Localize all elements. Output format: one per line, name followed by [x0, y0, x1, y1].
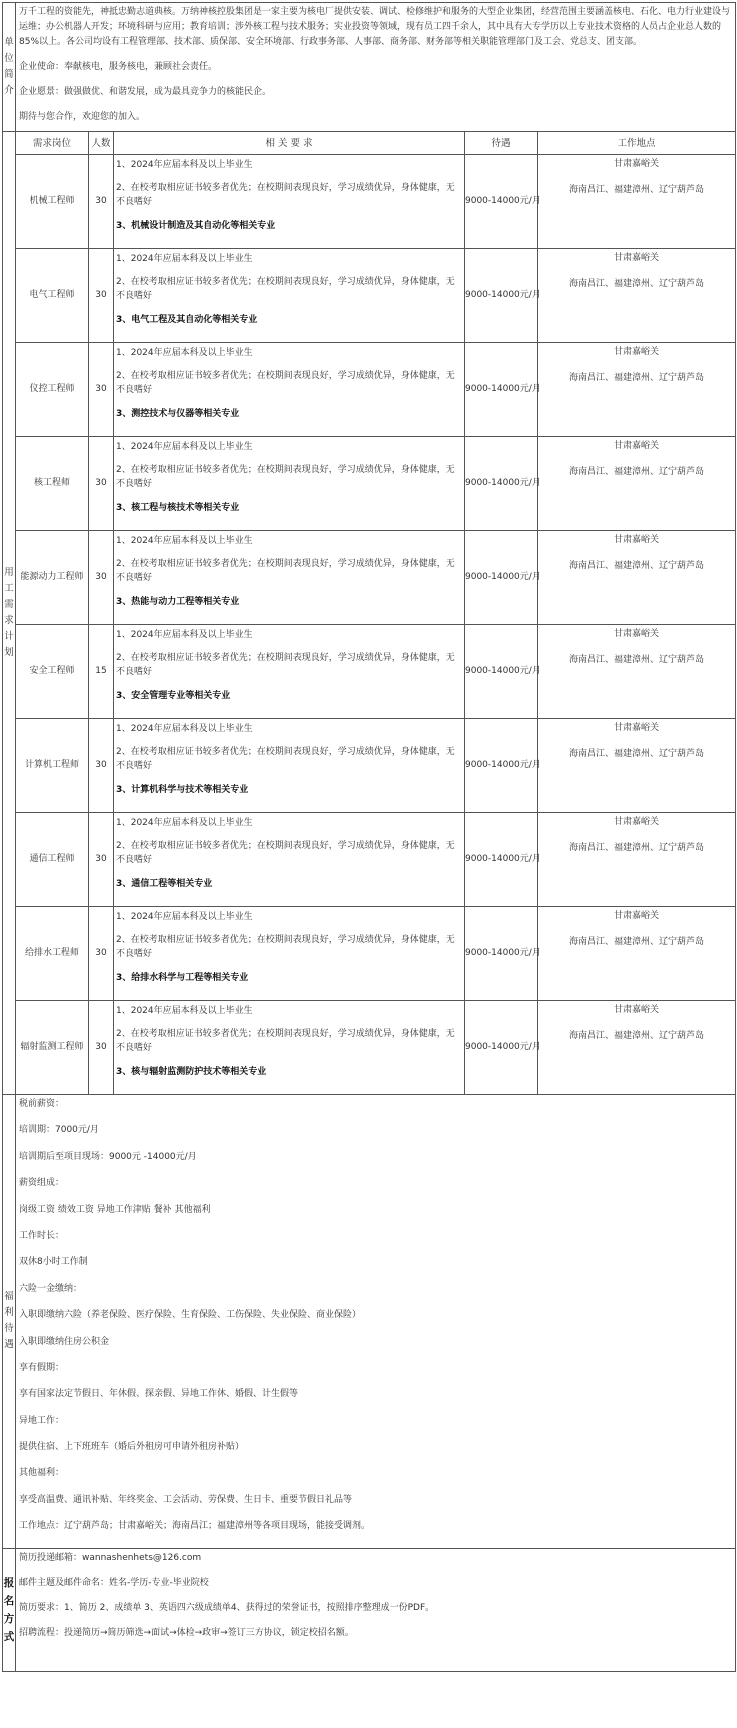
job-count: 15: [89, 625, 114, 719]
job-location: [538, 155, 736, 249]
header-count: 人数: [89, 132, 114, 155]
req-education: 1、2024年应届本科及以上毕业生: [116, 254, 253, 264]
job-row: [3, 249, 736, 343]
req-education: 1、2024年应届本科及以上毕业生: [116, 912, 253, 922]
job-location: [538, 625, 736, 719]
benefit-line: 薪资组成：: [19, 1178, 65, 1189]
job-count: 30: [89, 249, 114, 343]
location-secondary: 海南昌江、福建漳州、辽宁葫芦岛: [569, 749, 705, 759]
location-secondary: 海南昌江、福建漳州、辽宁葫芦岛: [569, 185, 705, 195]
req-major: 3、核工程与核技术等相关专业: [116, 503, 240, 513]
job-row: [3, 625, 736, 719]
header-position: 需求岗位: [16, 132, 89, 155]
job-requirements: [114, 625, 465, 719]
contact-text: [16, 1548, 736, 1671]
benefit-line: 享有假期：: [19, 1362, 65, 1373]
job-row: [3, 531, 736, 625]
job-position: 电气工程师: [16, 249, 89, 343]
job-row: [3, 907, 736, 1001]
job-position: 计算机工程师: [16, 719, 89, 813]
location-secondary: 海南昌江、福建漳州、辽宁葫芦岛: [569, 655, 705, 665]
header-requirements: 相 关 要 求: [114, 132, 465, 155]
job-position: 仪控工程师: [16, 343, 89, 437]
job-salary: 9000-14000元/月: [465, 813, 538, 907]
benefit-line: 享有国家法定节假日、年休假、探亲假、异地工作休、婚假、计生假等: [19, 1389, 299, 1400]
benefit-line: 其他福利：: [19, 1468, 65, 1479]
job-location: [538, 719, 736, 813]
benefits-text: [16, 1095, 736, 1549]
contact-row: [3, 1548, 736, 1671]
benefit-line: 岗级工资 绩效工资 异地工作津贴 餐补 其他福利: [19, 1204, 211, 1215]
location-primary: 甘肃嘉峪关: [614, 723, 660, 733]
recruitment-table: [2, 2, 736, 1672]
req-major: 3、测控技术与仪器等相关专业: [116, 409, 240, 419]
location-primary: 甘肃嘉峪关: [614, 159, 660, 169]
location-primary: 甘肃嘉峪关: [614, 441, 660, 451]
req-qualities: 2、在校考取相应证书较多者优先；在校期间表现良好，学习成绩优异，身体健康，无不良嗜好: [116, 465, 455, 489]
job-row: [3, 343, 736, 437]
benefit-line: 入职即缴纳住房公积金: [19, 1336, 110, 1347]
benefit-line: 工作时长：: [19, 1230, 65, 1241]
job-position: 辐射监测工程师: [16, 1001, 89, 1095]
job-requirements: [114, 813, 465, 907]
req-qualities: 2、在校考取相应证书较多者优先；在校期间表现良好，学习成绩优异，身体健康，无不良嗜好: [116, 183, 455, 207]
location-primary: 甘肃嘉峪关: [614, 911, 660, 921]
job-position: 能源动力工程师: [16, 531, 89, 625]
unit-intro-text: [16, 3, 736, 132]
unit-intro-label: 单 位 简 介: [3, 3, 16, 132]
location-primary: 甘肃嘉峪关: [614, 347, 660, 357]
contact-line: 邮件主题及邮件命名：姓名-学历-专业-毕业院校: [19, 1577, 209, 1588]
benefit-line: 提供住宿、上下班班车（婚后外租房可申请外租房补贴）: [19, 1442, 245, 1453]
benefit-line: 培训期：7000元/月: [19, 1125, 99, 1136]
unit-intro-row: [3, 3, 736, 132]
job-position: 机械工程师: [16, 155, 89, 249]
job-location: [538, 1001, 736, 1095]
location-primary: 甘肃嘉峪关: [614, 535, 660, 545]
job-salary: 9000-14000元/月: [465, 625, 538, 719]
req-qualities: 2、在校考取相应证书较多者优先；在校期间表现良好，学习成绩优异，身体健康，无不良嗜好: [116, 935, 455, 959]
job-row: [3, 155, 736, 249]
benefit-line: 享受高温费、通讯补贴、年终奖金、工会活动、劳保费、生日卡、重要节假日礼品等: [19, 1494, 353, 1505]
req-major: 3、机械设计制造及其自动化等相关专业: [116, 221, 276, 231]
benefits-row: [3, 1095, 736, 1549]
location-primary: 甘肃嘉峪关: [614, 1005, 660, 1015]
req-qualities: 2、在校考取相应证书较多者优先；在校期间表现良好，学习成绩优异，身体健康，无不良嗜好: [116, 1029, 455, 1053]
job-location: [538, 813, 736, 907]
req-education: 1、2024年应届本科及以上毕业生: [116, 536, 253, 546]
req-major: 3、通信工程等相关专业: [116, 879, 213, 889]
intro-vision: 企业愿景：做强做优、和谐发展，成为最具竞争力的核能民企。: [19, 87, 272, 97]
benefit-line: 六险一金缴纳：: [19, 1283, 83, 1294]
plan-label: 用 工 需 求 计 划: [3, 132, 16, 1095]
job-count: 30: [89, 531, 114, 625]
contact-line: 简历要求：1、简历 2、成绩单 3、英语四六级成绩单4、获得过的荣誉证书，按照排序整理成一份PDF。: [19, 1602, 435, 1613]
req-qualities: 2、在校考取相应证书较多者优先；在校期间表现良好，学习成绩优异，身体健康，无不良嗜好: [116, 653, 455, 677]
job-location: [538, 249, 736, 343]
location-secondary: 海南昌江、福建漳州、辽宁葫芦岛: [569, 279, 705, 289]
location-secondary: 海南昌江、福建漳州、辽宁葫芦岛: [569, 561, 705, 571]
req-education: 1、2024年应届本科及以上毕业生: [116, 724, 253, 734]
req-qualities: 2、在校考取相应证书较多者优先；在校期间表现良好，学习成绩优异，身体健康，无不良嗜好: [116, 841, 455, 865]
req-education: 1、2024年应届本科及以上毕业生: [116, 442, 253, 452]
job-salary: 9000-14000元/月: [465, 155, 538, 249]
benefit-line: 双休8小时工作制: [19, 1257, 88, 1268]
job-position: 给排水工程师: [16, 907, 89, 1001]
req-education: 1、2024年应届本科及以上毕业生: [116, 818, 253, 828]
job-count: 30: [89, 1001, 114, 1095]
job-salary: 9000-14000元/月: [465, 437, 538, 531]
req-qualities: 2、在校考取相应证书较多者优先；在校期间表现良好，学习成绩优异，身体健康，无不良嗜好: [116, 371, 455, 395]
job-count: 30: [89, 343, 114, 437]
job-position: 安全工程师: [16, 625, 89, 719]
benefit-line: 培训期后至项目现场：9000元 -14000元/月: [19, 1151, 197, 1162]
job-salary: 9000-14000元/月: [465, 531, 538, 625]
benefit-line: 税前薪资：: [19, 1099, 65, 1109]
job-count: 30: [89, 907, 114, 1001]
header-location: 工作地点: [538, 132, 736, 155]
job-requirements: [114, 437, 465, 531]
header-salary: 待遇: [465, 132, 538, 155]
req-education: 1、2024年应届本科及以上毕业生: [116, 348, 253, 358]
job-count: 30: [89, 437, 114, 531]
benefit-line: 异地工作：: [19, 1415, 65, 1426]
req-education: 1、2024年应届本科及以上毕业生: [116, 1006, 253, 1016]
contact-line: 简历投递邮箱：wannashenhets@126.com: [19, 1552, 202, 1563]
table-header-row: [3, 132, 736, 155]
req-major: 3、安全管理专业等相关专业: [116, 691, 231, 701]
job-requirements: [114, 249, 465, 343]
job-requirements: [114, 155, 465, 249]
req-qualities: 2、在校考取相应证书较多者优先；在校期间表现良好，学习成绩优异，身体健康，无不良嗜好: [116, 277, 455, 301]
location-primary: 甘肃嘉峪关: [614, 629, 660, 639]
job-location: [538, 907, 736, 1001]
job-salary: 9000-14000元/月: [465, 719, 538, 813]
job-position: 核工程师: [16, 437, 89, 531]
req-major: 3、热能与动力工程等相关专业: [116, 597, 240, 607]
req-major: 3、计算机科学与技术等相关专业: [116, 785, 249, 795]
contact-line: 招聘流程：投递简历→简历筛选→面试→体检→政审→签订三方协议，锁定校招名额。: [19, 1627, 354, 1638]
req-major: 3、核与辐射监测防护技术等相关专业: [116, 1067, 267, 1077]
contact-label: 报 名 方 式: [3, 1548, 16, 1671]
location-secondary: 海南昌江、福建漳州、辽宁葫芦岛: [569, 1031, 705, 1041]
job-row: [3, 437, 736, 531]
req-major: 3、给排水科学与工程等相关专业: [116, 973, 249, 983]
job-count: 30: [89, 155, 114, 249]
job-location: [538, 343, 736, 437]
intro-mission: 企业使命：奉献核电，服务核电，兼顾社会责任。: [19, 62, 218, 72]
job-requirements: [114, 343, 465, 437]
job-location: [538, 437, 736, 531]
location-primary: 甘肃嘉峪关: [614, 253, 660, 263]
location-secondary: 海南昌江、福建漳州、辽宁葫芦岛: [569, 843, 705, 853]
benefit-line: 入职即缴纳六险（养老保险、医疗保险、生育保险、工伤保险、失业保险、商业保险）: [19, 1310, 362, 1321]
job-position: 通信工程师: [16, 813, 89, 907]
job-requirements: [114, 719, 465, 813]
req-education: 1、2024年应届本科及以上毕业生: [116, 630, 253, 640]
job-row: [3, 813, 736, 907]
job-row: [3, 1001, 736, 1095]
benefits-label: 福 利 待 遇: [3, 1095, 16, 1549]
intro-paragraph: 万千工程的资能先，神抵忠勤志道典核。万纳神核控股集团是一家主要为核电厂提供安装、调试、检修维护和服务的大型企业集团，经营范围主要涵盖核电、石化、电力行业建设与运维；办公机器人开发；环境科研与应用；教育培训；涉外核工程与技术服务；实业投资等领域，现有员工四千余人，其中具有大专学历以上专业技术资格的人员占企业总人数的85%以上。各公司均设有工程管理部、技术部、质保部、安全环境部、行政事务部、人事部、商务部、财务部等相关职能管理部门及工会、党总支、团支部。: [19, 7, 731, 47]
benefit-line: 工作地点：辽宁葫芦岛；甘肃嘉峪关；海南昌江；福建漳州等各项目现场，能接受调剂。: [19, 1521, 371, 1532]
req-education: 1、2024年应届本科及以上毕业生: [116, 160, 253, 170]
location-secondary: 海南昌江、福建漳州、辽宁葫芦岛: [569, 937, 705, 947]
job-salary: 9000-14000元/月: [465, 907, 538, 1001]
job-count: 30: [89, 719, 114, 813]
location-primary: 甘肃嘉峪关: [614, 817, 660, 827]
job-salary: 9000-14000元/月: [465, 1001, 538, 1095]
job-count: 30: [89, 813, 114, 907]
job-location: [538, 531, 736, 625]
job-requirements: [114, 531, 465, 625]
job-requirements: [114, 907, 465, 1001]
location-secondary: 海南昌江、福建漳州、辽宁葫芦岛: [569, 373, 705, 383]
job-salary: 9000-14000元/月: [465, 343, 538, 437]
job-salary: 9000-14000元/月: [465, 249, 538, 343]
req-major: 3、电气工程及其自动化等相关专业: [116, 315, 258, 325]
location-secondary: 海南昌江、福建漳州、辽宁葫芦岛: [569, 467, 705, 477]
req-qualities: 2、在校考取相应证书较多者优先；在校期间表现良好，学习成绩优异，身体健康，无不良嗜好: [116, 747, 455, 771]
req-qualities: 2、在校考取相应证书较多者优先；在校期间表现良好，学习成绩优异，身体健康，无不良嗜好: [116, 559, 455, 583]
job-row: [3, 719, 736, 813]
job-requirements: [114, 1001, 465, 1095]
intro-welcome: 期待与您合作，欢迎您的加入。: [19, 112, 146, 122]
